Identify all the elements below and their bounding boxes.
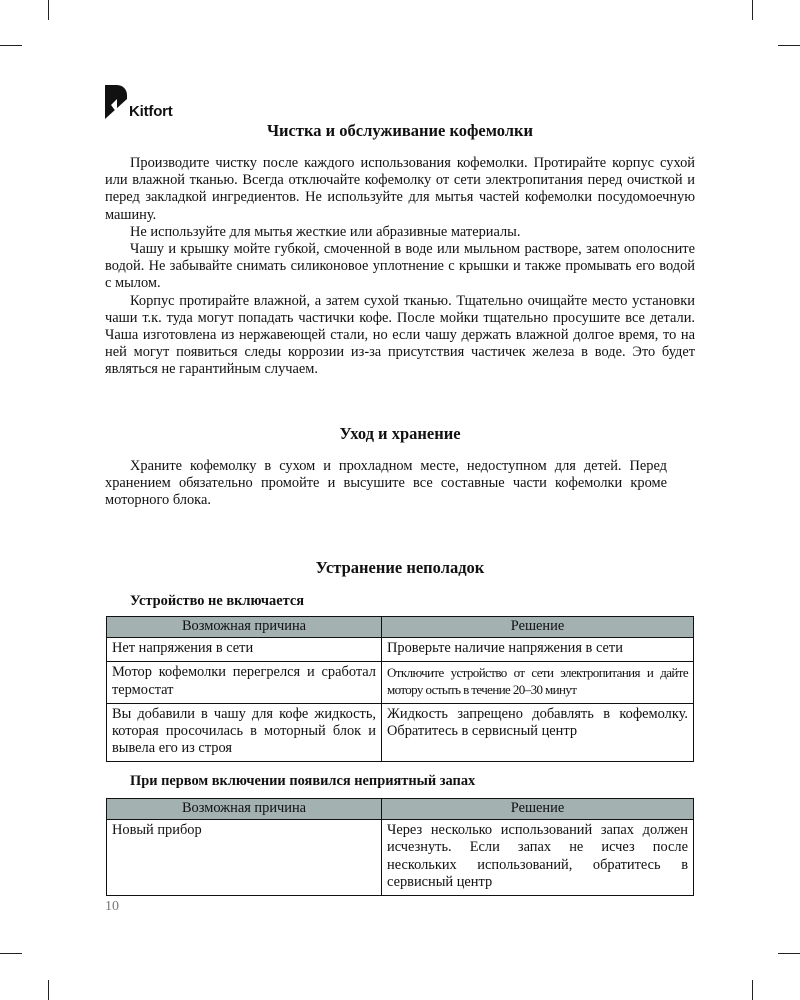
troubleshooting-table — [106, 616, 694, 762]
cleaning-paragraph: Производите чистку после каждого использования кофемолки. Протирайте корпус сухой или влажной тканью. Всегда отключайте кофемолку от сети электропитания перед очисткой и перед закладкой ингредиентов. Не используйте для мытья частей кофемолки посудомоечную машину. — [105, 155, 695, 223]
cause-cell: Вы добавили в чашу для кофе жидкость, которая просочилась в моторный блок и вывела его из строя — [107, 703, 382, 762]
crop-mark — [0, 45, 22, 46]
crop-mark — [48, 980, 49, 1000]
page-number: 10 — [105, 899, 119, 914]
solution-cell: Проверьте наличие напряжения в сети — [382, 638, 694, 662]
table-header-row — [107, 617, 694, 638]
brand-name: Kitfort — [129, 103, 173, 120]
crop-mark — [778, 953, 800, 954]
section-title-troubleshooting: Устранение неполадок — [315, 558, 485, 577]
table-row — [107, 820, 694, 896]
crop-mark — [778, 45, 800, 46]
problem-heading: Устройство не включается — [130, 593, 305, 609]
cleaning-text — [105, 155, 695, 379]
cleaning-paragraph: Не используйте для мытья жесткие или абразивные материалы. — [130, 223, 521, 240]
storage-paragraph: Храните кофемолку в сухом и прохладном месте, недоступном для детей. Перед хранением обязательно промойте и высушите все составные части кофемолки кроме моторного блока. — [105, 458, 667, 509]
troubleshooting-table — [106, 798, 694, 896]
cause-cell: Новый прибор — [107, 820, 382, 896]
cause-cell: Мотор кофемолки перегрелся и сработал термостат — [107, 662, 382, 703]
problem-heading: При первом включении появился неприятный запах — [130, 773, 476, 789]
solution-cell: Отключите устройство от сети электропитания и дайте мотору остыть в течение 20–30 минут — [382, 662, 694, 703]
solution-cell: Жидкость запрещено добавлять в кофемолку. Обратитесь в сервисный центр — [382, 703, 694, 762]
kitfort-logo-icon — [105, 85, 127, 119]
storage-text — [105, 458, 695, 510]
column-header-cause: Возможная причина — [107, 617, 382, 638]
solution-cell: Через несколько использований запах должен исчезнуть. Если запах не исчез после нескольких использований, обратитесь в сервисный центр — [382, 820, 694, 896]
column-header-cause: Возможная причина — [107, 799, 382, 820]
table-row — [107, 703, 694, 762]
crop-mark — [0, 953, 22, 954]
section-title-cleaning: Чистка и обслуживание кофемолки — [266, 121, 534, 140]
cleaning-paragraph: Чашу и крышку мойте губкой, смоченной в воде или мыльном растворе, затем ополосните водой. Не забывайте снимать силиконовое уплотнение с крышки и также промывать его водой с мылом. — [105, 241, 695, 292]
column-header-solution: Решение — [382, 799, 694, 820]
table-row — [107, 662, 694, 703]
column-header-solution: Решение — [382, 617, 694, 638]
crop-mark — [48, 0, 49, 20]
section-title-storage: Уход и хранение — [339, 424, 461, 443]
table-header-row — [107, 799, 694, 820]
table-row — [107, 638, 694, 662]
cause-cell: Нет напряжения в сети — [107, 638, 382, 662]
crop-mark — [752, 980, 753, 1000]
cleaning-paragraph: Корпус протирайте влажной, а затем сухой тканью. Тщательно очищайте место установки чаши т.к. туда могут попадать частички кофе. После мойки тщательно просушите все детали. Чаша изготовлена из нержавеющей стали, но если чашу держать влажной долгое время, то на ней могут появиться следы коррозии из-за присутствия частичек железа в воде. Это будет являться не гарантийным случаем. — [105, 292, 695, 378]
crop-mark — [752, 0, 753, 20]
